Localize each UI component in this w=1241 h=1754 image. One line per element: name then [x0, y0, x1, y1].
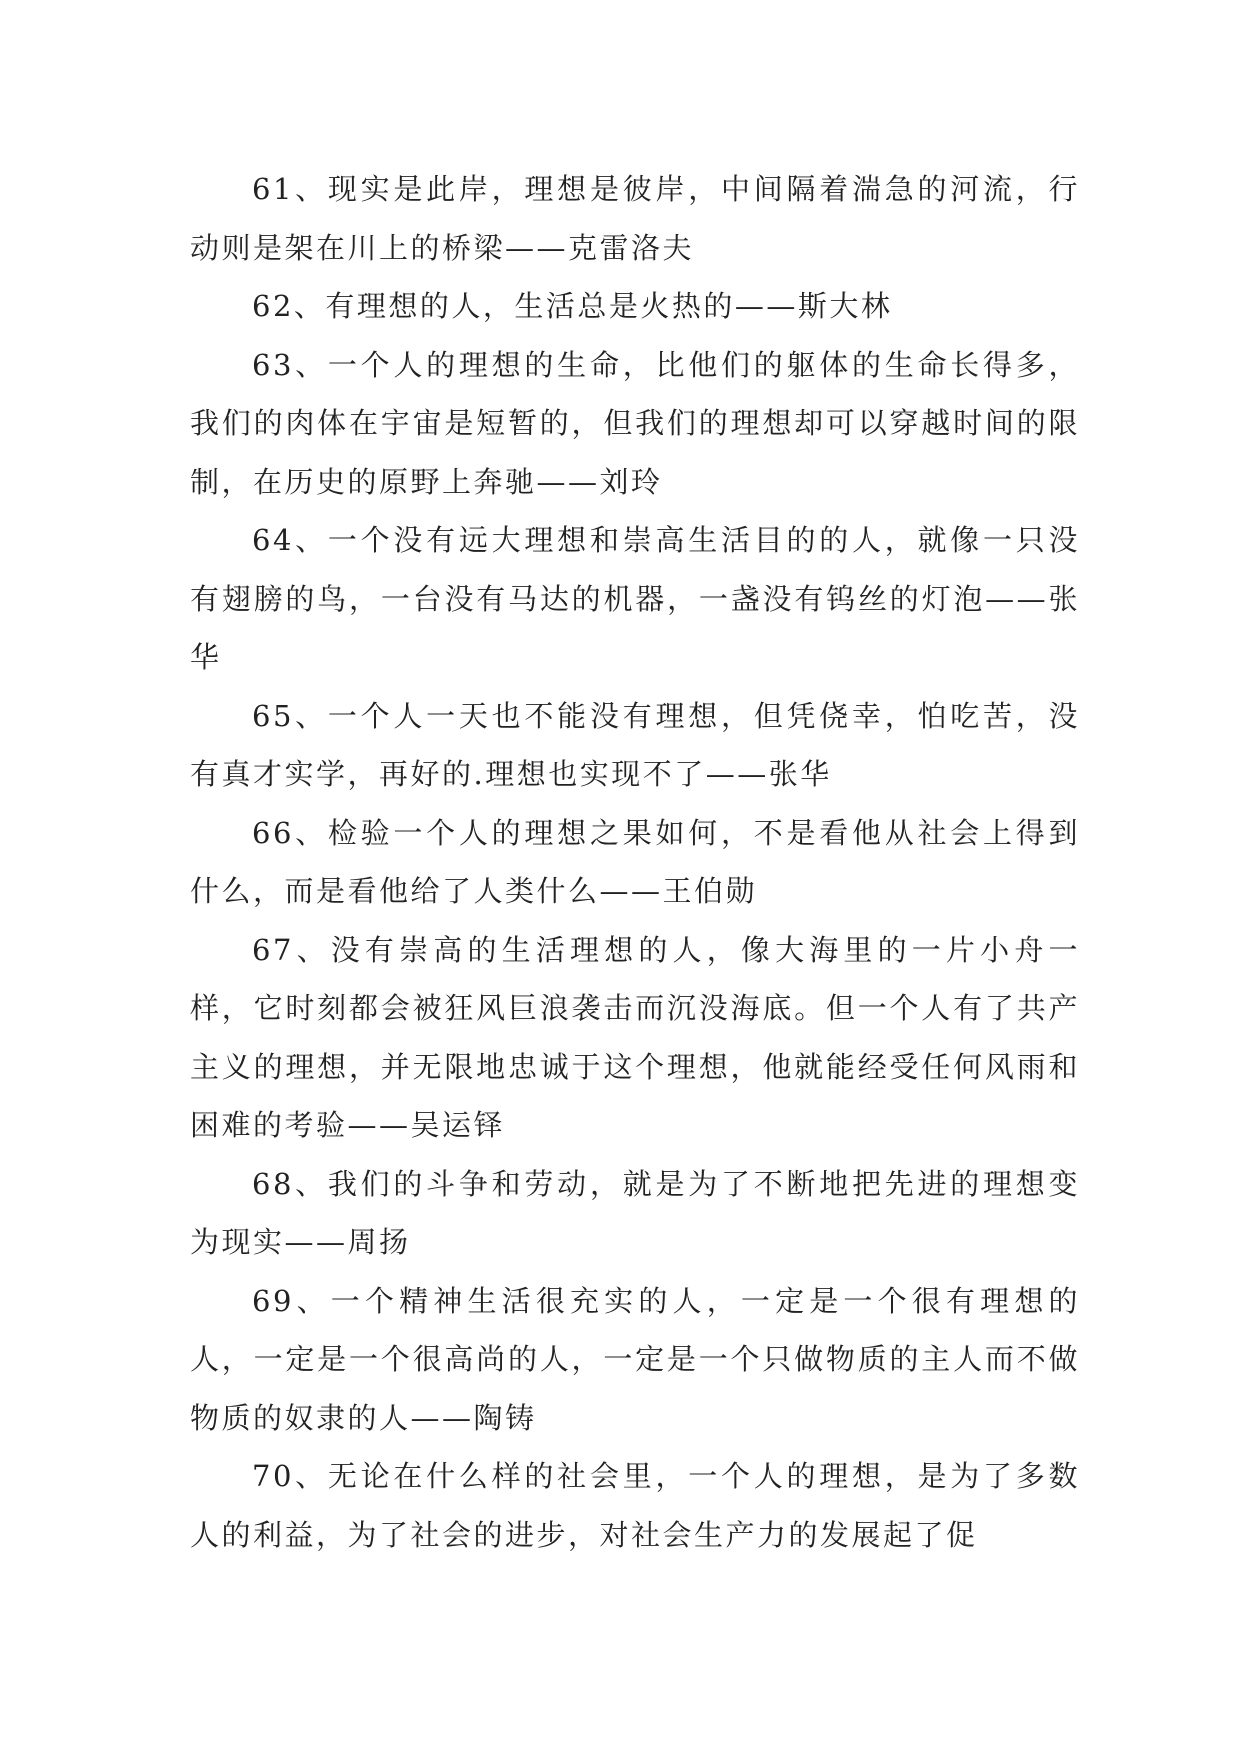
quote-paragraph-64: 64、一个没有远大理想和崇高生活目的的人，就像一只没有翅膀的鸟，一台没有马达的机器，一盏没有钨丝的灯泡——张华	[190, 523, 1080, 674]
quote-paragraph-67: 67、没有崇高的生活理想的人，像大海里的一片小舟一样，它时刻都会被狂风巨浪袭击而沉没海底。但一个人有了共产主义的理想，并无限地忠诚于这个理想，他就能经受任何风雨和困难的考验——吴运铎	[190, 932, 1080, 1142]
quote-paragraph-63: 63、一个人的理想的生命，比他们的躯体的生命长得多，我们的肉体在宇宙是短暂的，但我们的理想却可以穿越时间的限制，在历史的原野上奔驰——刘玲	[190, 347, 1080, 499]
quote-paragraph-61: 61、现实是此岸，理想是彼岸，中间隔着湍急的河流，行动则是架在川上的桥梁——克雷洛夫	[190, 172, 1080, 265]
quote-paragraph-62: 62、有理想的人，生活总是火热的——斯大林	[252, 289, 893, 323]
quote-paragraph-68: 68、我们的斗争和劳动，就是为了不断地把先进的理想变为现实——周扬	[190, 1166, 1080, 1259]
quote-paragraph-69: 69、一个精神生活很充实的人，一定是一个很有理想的人，一定是一个很高尚的人，一定是一个只做物质的主人而不做物质的奴隶的人——陶铸	[190, 1283, 1080, 1435]
quote-paragraph-65: 65、一个人一天也不能没有理想，但凭侥幸，怕吃苦，没有真才实学，再好的.理想也实现不了——张华	[190, 698, 1080, 791]
document-body	[190, 160, 1080, 1564]
quote-paragraph-70: 70、无论在什么样的社会里，一个人的理想，是为了多数人的利益，为了社会的进步，对社会生产力的发展起了促	[190, 1459, 1080, 1552]
quote-paragraph-66: 66、检验一个人的理想之果如何，不是看他从社会上得到什么，而是看他给了人类什么——王伯勋	[190, 815, 1080, 908]
